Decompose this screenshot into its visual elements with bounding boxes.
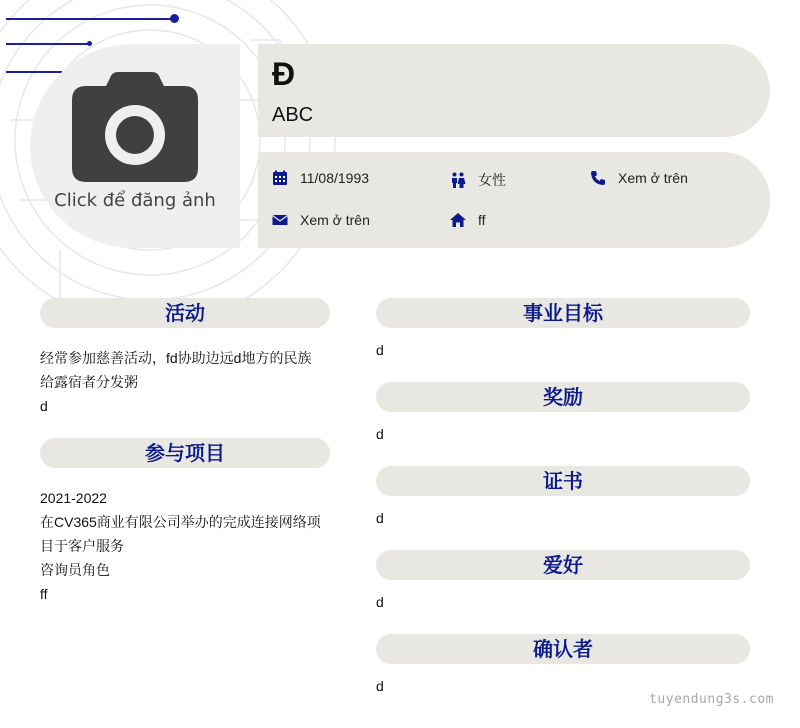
gender-field[interactable] [450, 170, 506, 190]
phone-icon [590, 170, 606, 186]
activities-line: 给露宿者分发粥 [40, 374, 138, 390]
phone-value: Xem ở trên [618, 170, 688, 186]
birthday-field[interactable] [272, 170, 369, 186]
people-icon [450, 172, 466, 188]
birthday-value: 11/08/1993 [300, 170, 370, 186]
section-title-certificates: 证书 [376, 466, 750, 496]
phone-field[interactable] [590, 170, 688, 186]
photo-upload-label: Click để đăng ảnh [54, 190, 216, 211]
site-watermark: tuyendung3s.com [649, 692, 774, 707]
name-panel [258, 44, 770, 137]
camera-icon [72, 72, 198, 182]
projects-line: 2021-2022 [40, 490, 107, 506]
activities-line: d [40, 398, 48, 414]
section-title-hobbies: 爱好 [376, 550, 750, 580]
activities-line: 经常参加慈善活动，fd协助边远d地方的民族 [40, 350, 312, 366]
references-content[interactable]: d [376, 678, 384, 694]
contact-panel [258, 152, 770, 248]
accent-line [6, 18, 174, 20]
accent-dot [87, 41, 92, 46]
job-title[interactable]: ABC [272, 104, 314, 126]
projects-content[interactable] [40, 486, 340, 606]
section-title-activities: 活动 [40, 298, 330, 328]
section-title-references: 确认者 [376, 634, 750, 664]
projects-line: 咨询员角色 [40, 562, 110, 578]
accent-line [6, 43, 90, 45]
activities-content[interactable] [40, 346, 340, 418]
section-title-projects: 参与项目 [40, 438, 330, 468]
certificates-content[interactable]: d [376, 510, 384, 526]
email-field[interactable] [272, 212, 370, 228]
projects-line: 目于客户服务 [40, 538, 124, 554]
projects-line: ff [40, 586, 48, 602]
photo-upload[interactable] [30, 44, 240, 248]
address-value: ff [478, 212, 486, 228]
section-title-career-goal: 事业目标 [376, 298, 750, 328]
projects-line: 在CV365商业有限公司举办的完成连接网络项 [40, 514, 321, 530]
accent-line [6, 71, 62, 73]
full-name[interactable]: Đ [272, 56, 296, 92]
section-title-awards: 奖励 [376, 382, 750, 412]
hobbies-content[interactable]: d [376, 594, 384, 610]
email-value: Xem ở trên [300, 212, 370, 228]
home-icon [450, 212, 466, 228]
gender-value: 女性 [478, 172, 506, 188]
awards-content[interactable]: d [376, 426, 384, 442]
envelope-icon [272, 212, 288, 228]
calendar-icon [272, 170, 288, 186]
accent-dot [170, 14, 179, 23]
career-goal-content[interactable]: d [376, 342, 384, 358]
address-field[interactable] [450, 212, 486, 228]
